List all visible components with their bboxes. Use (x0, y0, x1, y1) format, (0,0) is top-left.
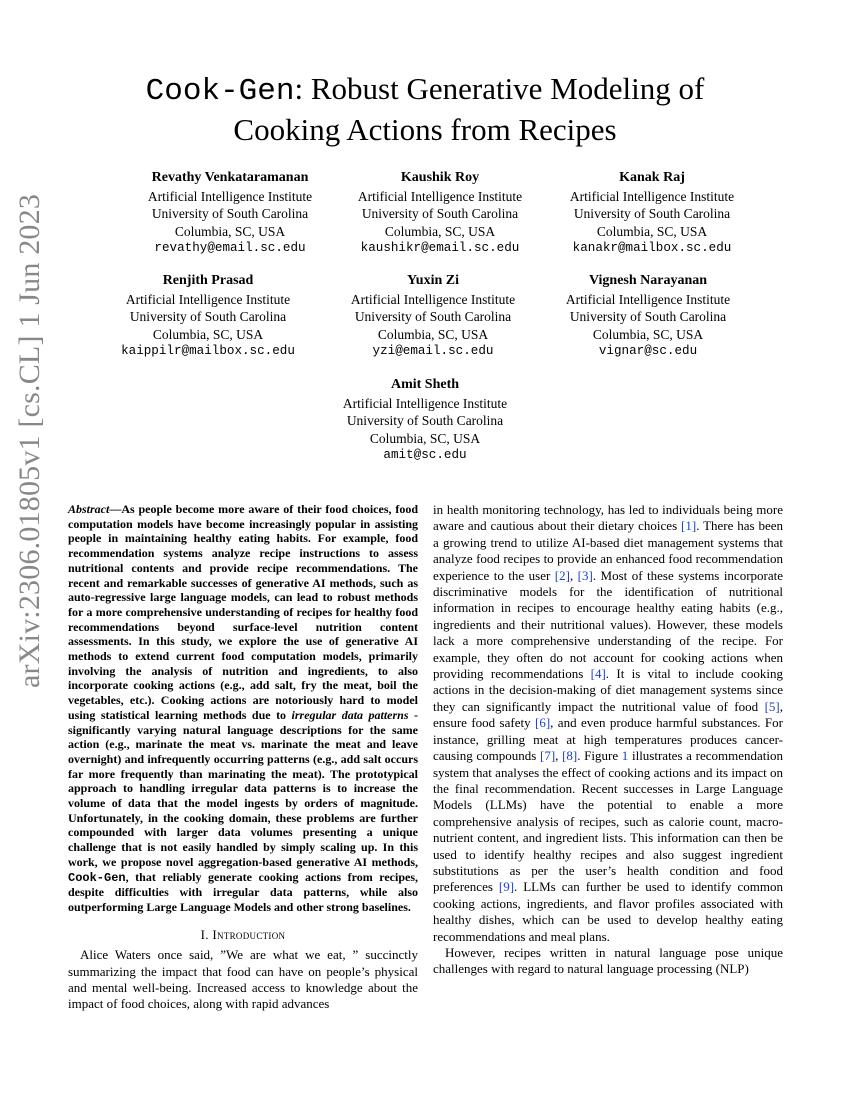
author-name: Kanak Raj (619, 170, 685, 185)
title-system-name: Cook-Gen (145, 74, 295, 109)
author-affiliation: Artificial Intelligence Institute (125, 291, 291, 307)
arxiv-identifier-text: arXiv:2306.01805v1 [cs.CL] 1 Jun 2023 (13, 193, 46, 688)
intro-text: . There has been a growing trend to utilize AI-based diet management systems that analyze food recipes to provide an enhanced food recommendation experience to the user (433, 518, 783, 583)
author-block-6 (518, 272, 778, 361)
intro-text: , (569, 567, 578, 583)
author-name: Kaushik Roy (400, 170, 480, 185)
abstract-lead: Abstract (68, 502, 110, 516)
author-university: University of South Carolina (569, 309, 727, 325)
author-university: University of South Carolina (151, 206, 309, 222)
intro-text: . It is vital to include cooking actions in the decision-making of diet management systems since they can significantly impact the nutritional value of food (433, 666, 783, 714)
author-name: Renjith Prasad (162, 273, 254, 288)
abstract (68, 502, 418, 915)
author-email[interactable]: kanakr@mailbox.sc.edu (572, 241, 732, 256)
author-location: Columbia, SC, USA (377, 326, 489, 342)
section-heading (68, 927, 418, 943)
author-email[interactable]: vignar@sc.edu (598, 344, 698, 359)
author-location: Columbia, SC, USA (369, 430, 481, 446)
citation-link[interactable]: [4] (590, 666, 606, 682)
intro-text: , and even produce harmful substances. For instance, grilling meat at high temperatures produces cancer-causing compounds (433, 715, 783, 764)
author-location: Columbia, SC, USA (384, 223, 496, 239)
section-title: Introduction (212, 926, 286, 942)
intro-paragraph-right (433, 502, 783, 945)
author-university: University of South Carolina (361, 206, 519, 222)
section-numeral: I. (200, 926, 209, 942)
right-column (433, 502, 783, 978)
author-email[interactable]: revathy@email.sc.edu (154, 241, 306, 256)
intro-text: . Most of these systems incorporate discriminative models for the identification of nutritional information in recipes to encourage healthy eating habits (e.g., ingredients and their nutritional values). However, these models lack a more comprehensive understanding of the recipe. For example, they often do not account for cooking actions when providing recommendations (433, 567, 784, 682)
author-location: Columbia, SC, USA (152, 326, 264, 342)
intro-text: . LLMs can further be used to identify common cooking actions, ingredients, and flavor profiles associated with healthy dishes, which can be used to develop healthy eating recommendations and meal plans. (433, 879, 783, 944)
author-email[interactable]: kaushikr@email.sc.edu (360, 241, 520, 256)
author-name: Vignesh Narayanan (588, 273, 708, 288)
author-name: Revathy Venkataramanan (151, 170, 309, 185)
author-affiliation: Artificial Intelligence Institute (350, 291, 516, 307)
author-affiliation: Artificial Intelligence Institute (342, 395, 508, 411)
intro-text: . Figure (577, 748, 622, 764)
citation-link[interactable]: [1] (681, 518, 697, 534)
author-university: University of South Carolina (354, 309, 512, 325)
abstract-text-2: - significantly varying natural language descriptions for the same action (e.g., marinate the meat vs. marinate the meat and leave overnight) and infrequently occurring patterns (e.g., add salt occurs far more frequently than marinating the meat). The prototypical approach to handling irregular data patterns is to increase the volume of data that the model ingests by orders of magnitude. Unfortunately, in the cooking domain, these problems are further compounded with larger data volumes presenting a unique challenge that is not easily handled by simply scaling up. In this work, we propose novel aggregation-based generative AI methods, (68, 707, 419, 869)
author-affiliation: Artificial Intelligence Institute (569, 188, 735, 204)
author-email[interactable]: kaippilr@mailbox.sc.edu (121, 344, 295, 359)
author-email[interactable]: yzi@email.sc.edu (372, 344, 494, 359)
citation-link[interactable]: [3] (577, 567, 593, 583)
author-university: University of South Carolina (346, 413, 504, 429)
title-line2: Cooking Actions from Recipes (233, 112, 617, 147)
citation-link[interactable]: [7] (540, 748, 556, 764)
paper-title (75, 70, 775, 149)
intro-text: in health monitoring technology, has led to individuals being more aware and cautious about their dietary choices (433, 502, 783, 534)
citation-link[interactable]: [5] (764, 698, 780, 714)
author-affiliation: Artificial Intelligence Institute (565, 291, 731, 307)
author-block-7 (295, 376, 555, 465)
author-location: Columbia, SC, USA (174, 223, 286, 239)
abstract-text-1: —As people become more aware of their food choices, food computation models have become increasingly popular in assisting people in maintaining healthy eating habits. For example, food recommendation systems analyze recipe instructions to assess nutritional contents and provide recipe recommendations. The recent and remarkable successes of generative AI methods, such as auto-regressive large language models, can lead to robust methods for a more comprehensive understanding of recipes for healthy food recommendations beyond surface-level nutrition content assessments. In this study, we explore the use of generative AI methods to extend current food computation models, primarily involving the analysis of nutrition and ingredients, to also incorporate cooking actions (e.g., add salt, fry the meat, boil the vegetables, etc.). Cooking actions are notoriously hard to model using statistical learning methods due to (68, 502, 418, 722)
author-affiliation: Artificial Intelligence Institute (147, 188, 313, 204)
abstract-italic-term: irregular data patterns (291, 707, 409, 722)
citation-link[interactable]: [6] (534, 715, 551, 731)
title-line1-rest: : Robust Generative Modeling of (294, 71, 705, 106)
intro-text: illustrates a recommendation system that analyses the effect of cooking actions and its impact on the final recommendation. Recent successes in Large Language Models (LLMs) have the potential to enable a more comprehensive analysis of recipes, such as calorie count, macro-nutrient content, and ingredient lists. This information can then be used to identify healthy recipes and also suggest ingredient substitutions as per the user’s health condition and food preferences (433, 748, 783, 895)
author-location: Columbia, SC, USA (592, 326, 704, 342)
author-block-3 (522, 169, 782, 258)
intro-text: , ensure food safety (433, 698, 783, 731)
abstract-text-3: , that reliably generate cooking actions from recipes, despite difficulties with irregular data patterns, while also outperforming Large Language Models and other strong baselines. (68, 869, 418, 914)
abstract-system-name: Cook-Gen (68, 870, 126, 885)
citation-link[interactable]: [9] (498, 879, 515, 895)
author-university: University of South Carolina (129, 309, 287, 325)
author-location: Columbia, SC, USA (596, 223, 708, 239)
left-column (68, 502, 418, 1013)
citation-link[interactable]: [8] (562, 748, 578, 764)
intro-paragraph-left: Alice Waters once said, ”We are what we eat, ” succinctly summarizing the impact that food can have on people’s physical and mental well-being. Increased access to knowledge about the impact of food choices, along with rapid advances (68, 947, 418, 1012)
intro-text: , (555, 748, 563, 764)
author-university: University of South Carolina (573, 206, 731, 222)
figure-link[interactable]: 1 (621, 748, 629, 764)
author-name: Amit Sheth (390, 377, 460, 392)
author-affiliation: Artificial Intelligence Institute (357, 188, 523, 204)
author-name: Yuxin Zi (406, 273, 459, 288)
author-block-4 (78, 272, 338, 361)
intro-paragraph-right-2: However, recipes written in natural language pose unique challenges with regard to natural language processing (NLP) (433, 944, 783, 977)
citation-link[interactable]: [2] (554, 567, 570, 583)
author-email[interactable]: amit@sc.edu (383, 448, 467, 463)
